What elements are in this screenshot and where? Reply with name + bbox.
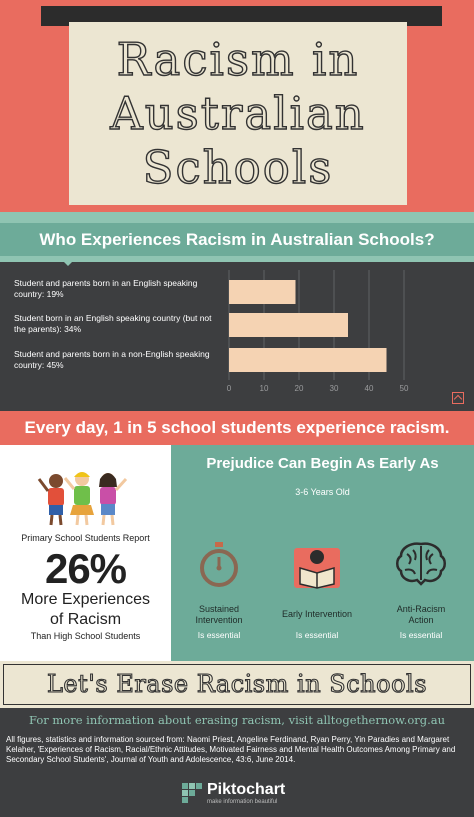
children-illustration-icon xyxy=(34,467,134,529)
title-board xyxy=(69,22,407,205)
col-label-sustained-2: Intervention xyxy=(195,615,243,625)
col-sub-anti-racism: Is essential xyxy=(399,630,443,640)
col-label-anti-racism-2: Action xyxy=(408,615,434,625)
col-label-anti-racism-1: Anti-Racism xyxy=(396,604,446,614)
more-experiences-text xyxy=(0,590,171,630)
stopwatch-icon xyxy=(197,540,241,590)
piktochart-logo-icon xyxy=(182,783,202,803)
question-heading: Who Experiences Racism in Australian Schools? xyxy=(39,230,435,249)
x-tick-label-40: 40 xyxy=(364,384,374,393)
more-line-1: More Experiences xyxy=(21,591,150,608)
title-line-1: Racism in xyxy=(116,32,360,86)
x-tick-label-50: 50 xyxy=(399,384,409,393)
col-sub-early: Is essential xyxy=(295,630,339,640)
x-tick-label-30: 30 xyxy=(329,384,339,393)
report-caption: Primary School Students Report xyxy=(21,533,150,543)
prejudice-title: Prejudice Can Begin As Early As xyxy=(206,455,439,472)
x-tick-label-20: 20 xyxy=(294,384,304,393)
bar-label-3: Student and parents born in a non-English speaking country: 45% xyxy=(14,349,210,370)
age-range: 3-6 Years Old xyxy=(295,487,350,497)
title-line-2: Australian xyxy=(110,86,366,140)
logo-name: Piktochart xyxy=(207,781,286,798)
x-tick-label-0: 0 xyxy=(226,384,232,393)
bar-3 xyxy=(229,348,387,372)
big-percentage: 26% xyxy=(44,545,127,592)
headline-text: Every day, 1 in 5 school students experience racism. xyxy=(24,418,450,437)
bar-label-2: Student born in an English speaking country (but not the parents): 34% xyxy=(14,313,212,334)
info-link-text[interactable]: For more information about erasing racism, visit alltogethernow.org.au xyxy=(28,713,446,727)
bar-label-1: Student and parents born in an English speaking country: 19% xyxy=(14,278,198,299)
sources-text: All figures, statistics and information sourced from: Naomi Priest, Angeline Ferdinand, Ryan Perry, Yin Paradies and Margaret Kelaher, 'Experiences of Racism, Racial/Ethnic Attitudes, Motivated Fairness and Mental Health Outcomes Among Primary and Secondary School Students', Journal of Youth and Adolescence, 43:6, June 2014. xyxy=(6,735,456,764)
col-sub-sustained: Is essential xyxy=(197,630,241,640)
title-line-3: Schools xyxy=(142,140,334,194)
col-label-sustained-1: Sustained xyxy=(198,604,240,614)
logo-tagline: make information beautiful xyxy=(207,799,278,805)
erase-heading: Let's Erase Racism in Schools xyxy=(46,670,428,698)
col-label-anti-racism xyxy=(376,604,466,626)
comparison-caption: Than High School Students xyxy=(30,631,141,641)
col-label-early-1: Early Intervention xyxy=(281,609,353,619)
brain-icon xyxy=(393,540,449,588)
col-label-sustained xyxy=(174,604,264,626)
reading-person-icon xyxy=(292,540,342,590)
col-label-early xyxy=(272,609,362,620)
scroll-up-icon[interactable] xyxy=(452,392,464,404)
more-line-2: of Racism xyxy=(49,611,122,628)
x-tick-label-10: 10 xyxy=(259,384,269,393)
bar-1 xyxy=(229,280,296,304)
bar-2 xyxy=(229,313,348,337)
